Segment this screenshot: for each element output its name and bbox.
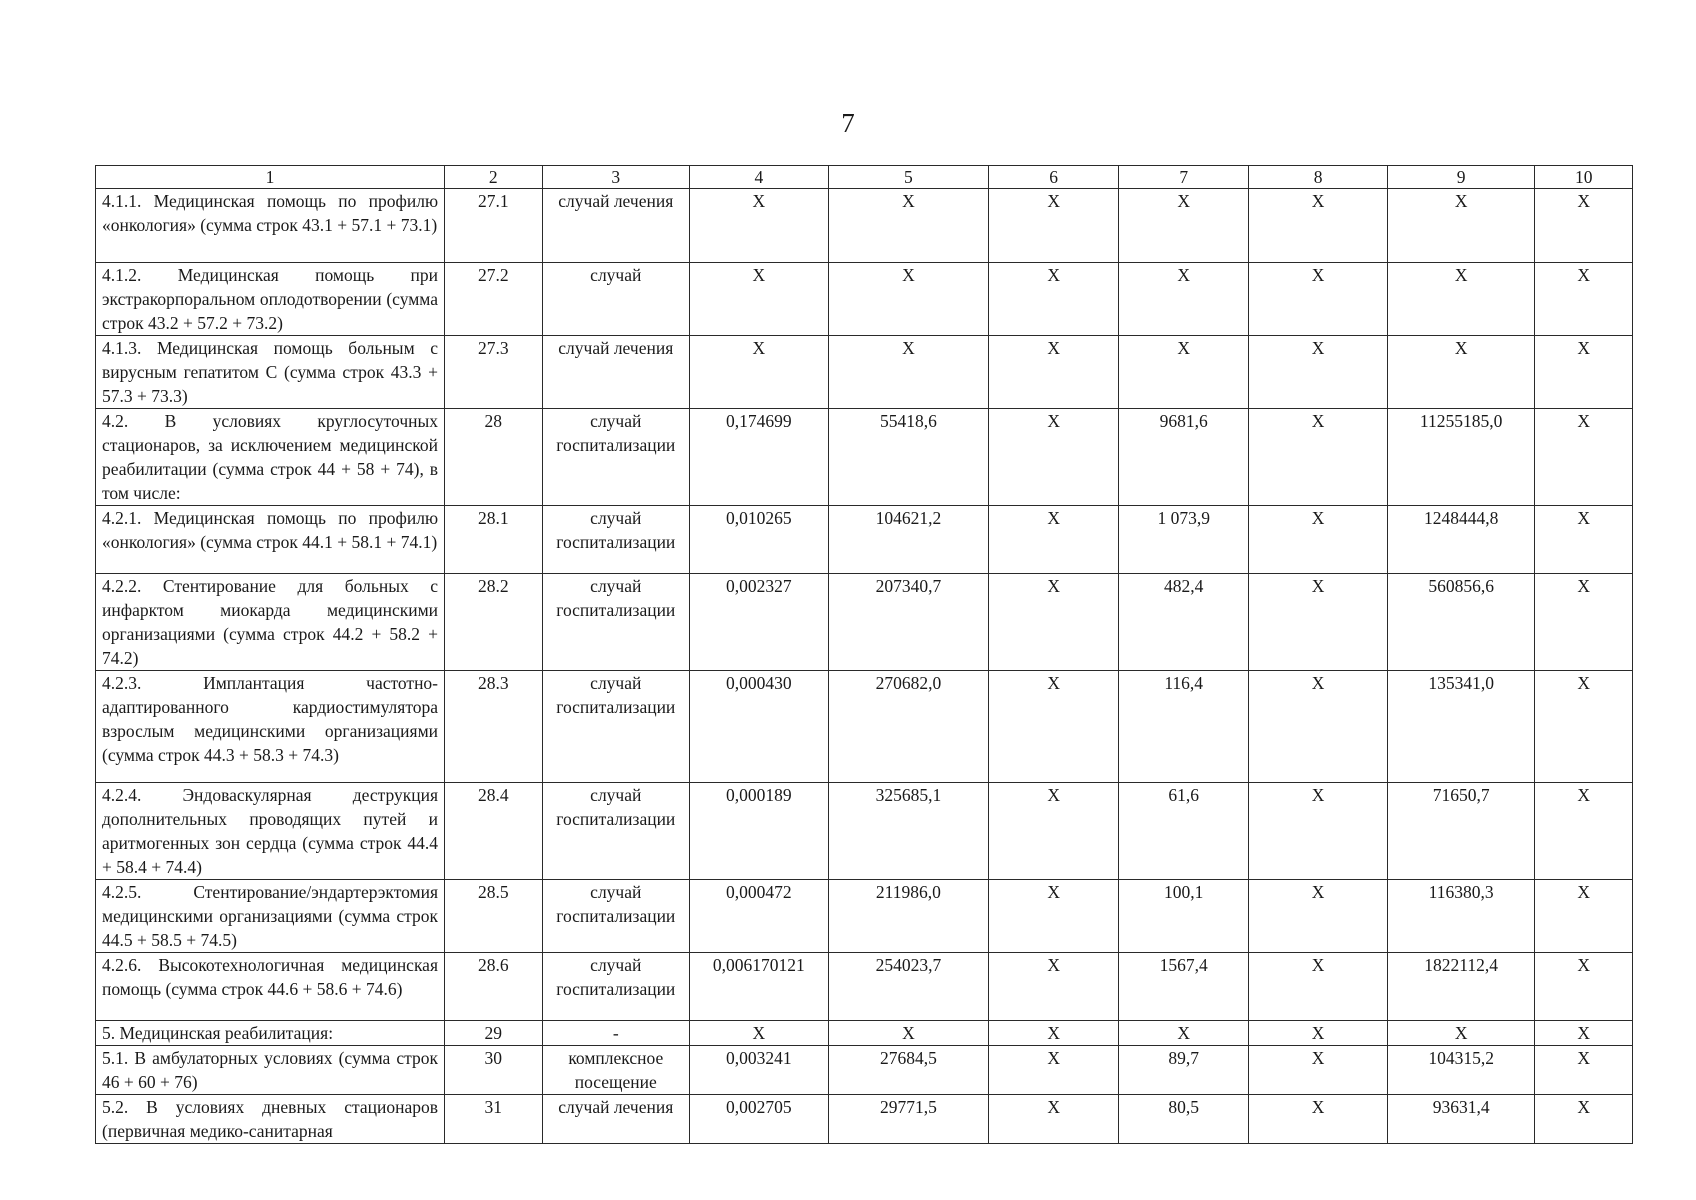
table-cell: 11255185,0: [1387, 409, 1534, 506]
table-cell: X: [1535, 336, 1633, 409]
table-cell: X: [1535, 1095, 1633, 1144]
table-cell: X: [989, 783, 1119, 880]
table-cell: X: [1249, 263, 1388, 336]
header-row: [96, 166, 1633, 189]
table-cell: X: [989, 1046, 1119, 1095]
column-header: 2: [445, 166, 543, 189]
table-row: [96, 1021, 1633, 1046]
table-cell: случай госпитализации: [542, 783, 689, 880]
table-cell: 116380,3: [1387, 880, 1534, 953]
table-cell: X: [689, 189, 828, 263]
table-cell: случай лечения: [542, 189, 689, 263]
table-cell: X: [1249, 189, 1388, 263]
table-cell: 0,000472: [689, 880, 828, 953]
row-label-cell: 4.2.4. Эндоваскулярная деструкция дополнительных проводящих путей и аритмогенных зон сердца (сумма строк 44.4 + 58.4 + 74.4): [96, 783, 445, 880]
table-cell: X: [989, 1021, 1119, 1046]
table-cell: 93631,4: [1387, 1095, 1534, 1144]
table-cell: 270682,0: [828, 671, 988, 783]
table-cell: X: [1249, 783, 1388, 880]
table-cell: X: [1119, 336, 1249, 409]
table-cell: 0,010265: [689, 506, 828, 574]
table-cell: 0,174699: [689, 409, 828, 506]
table-cell: 28.2: [445, 574, 543, 671]
table-cell: X: [689, 336, 828, 409]
table-cell: 211986,0: [828, 880, 988, 953]
table-cell: случай: [542, 263, 689, 336]
table-cell: 28.1: [445, 506, 543, 574]
table-cell: 71650,7: [1387, 783, 1534, 880]
column-header: 1: [96, 166, 445, 189]
table-cell: 0,006170121: [689, 953, 828, 1021]
column-header: 8: [1249, 166, 1388, 189]
table-cell: случай госпитализации: [542, 953, 689, 1021]
table-cell: X: [1535, 409, 1633, 506]
table-cell: случай госпитализации: [542, 671, 689, 783]
table-cell: 100,1: [1119, 880, 1249, 953]
row-label-cell: 5.2. В условиях дневных стационаров (первичная медико-санитарная: [96, 1095, 445, 1144]
table-cell: 9681,6: [1119, 409, 1249, 506]
table-cell: 29771,5: [828, 1095, 988, 1144]
table-cell: 254023,7: [828, 953, 988, 1021]
table-cell: 104315,2: [1387, 1046, 1534, 1095]
table-cell: X: [989, 953, 1119, 1021]
table-cell: 89,7: [1119, 1046, 1249, 1095]
table-cell: X: [828, 189, 988, 263]
table-cell: 560856,6: [1387, 574, 1534, 671]
table-cell: 55418,6: [828, 409, 988, 506]
column-header: 5: [828, 166, 988, 189]
row-label-cell: 5.1. В амбулаторных условиях (сумма строк 46 + 60 + 76): [96, 1046, 445, 1095]
table-cell: X: [989, 336, 1119, 409]
table-cell: 0,002705: [689, 1095, 828, 1144]
table-cell: X: [828, 263, 988, 336]
table-row: [96, 1095, 1633, 1144]
row-label-cell: 5. Медицинская реабилитация:: [96, 1021, 445, 1046]
table-cell: X: [1249, 409, 1388, 506]
table-cell: 27.1: [445, 189, 543, 263]
table-cell: X: [1119, 189, 1249, 263]
table-cell: X: [1387, 1021, 1534, 1046]
table-row: [96, 189, 1633, 263]
table-row: [96, 783, 1633, 880]
table-cell: 207340,7: [828, 574, 988, 671]
table-cell: X: [1535, 1021, 1633, 1046]
table-row: [96, 506, 1633, 574]
table-row: [96, 263, 1633, 336]
row-label-cell: 4.2.1. Медицинская помощь по профилю «онкология» (сумма строк 44.1 + 58.1 + 74.1): [96, 506, 445, 574]
column-header: 7: [1119, 166, 1249, 189]
table-cell: 1822112,4: [1387, 953, 1534, 1021]
row-label-cell: 4.2. В условиях круглосуточных стационаров, за исключением медицинской реабилитации (сумма строк 44 + 58 + 74), в том числе:: [96, 409, 445, 506]
table-cell: случай лечения: [542, 1095, 689, 1144]
row-label-cell: 4.2.5. Стентирование/эндартерэктомия медицинскими организациями (сумма строк 44.5 + 58.5 + 74.5): [96, 880, 445, 953]
table-row: [96, 574, 1633, 671]
table-cell: 27.2: [445, 263, 543, 336]
table-cell: X: [1535, 671, 1633, 783]
table-cell: X: [1249, 671, 1388, 783]
table-row: [96, 409, 1633, 506]
table-cell: X: [1535, 574, 1633, 671]
table-cell: 80,5: [1119, 1095, 1249, 1144]
table-cell: X: [989, 880, 1119, 953]
table-cell: X: [1387, 336, 1534, 409]
table-cell: случай госпитализации: [542, 880, 689, 953]
table-cell: X: [989, 671, 1119, 783]
table-cell: 27684,5: [828, 1046, 988, 1095]
table-row: [96, 1046, 1633, 1095]
table-cell: X: [1535, 953, 1633, 1021]
table-cell: X: [1249, 953, 1388, 1021]
row-label-cell: 4.1.2. Медицинская помощь при экстракорпоральном оплодотворении (сумма строк 43.2 + 57.2 + 73.2): [96, 263, 445, 336]
table-cell: X: [1387, 263, 1534, 336]
table-cell: 28.3: [445, 671, 543, 783]
table-cell: X: [1535, 506, 1633, 574]
column-header: 4: [689, 166, 828, 189]
table-cell: X: [989, 263, 1119, 336]
table-cell: 28.5: [445, 880, 543, 953]
table-cell: X: [989, 1095, 1119, 1144]
table-cell: комплексное посещение: [542, 1046, 689, 1095]
table-row: [96, 671, 1633, 783]
table-cell: 1 073,9: [1119, 506, 1249, 574]
table-row: [96, 336, 1633, 409]
table-cell: X: [1535, 189, 1633, 263]
table-cell: 116,4: [1119, 671, 1249, 783]
table-cell: случай госпитализации: [542, 574, 689, 671]
table-cell: X: [989, 409, 1119, 506]
row-label-cell: 4.2.6. Высокотехнологичная медицинская помощь (сумма строк 44.6 + 58.6 + 74.6): [96, 953, 445, 1021]
table-row: [96, 880, 1633, 953]
table-cell: X: [1119, 1021, 1249, 1046]
table-cell: X: [689, 1021, 828, 1046]
row-label-cell: 4.2.3. Имплантация частотно-адаптированного кардиостимулятора взрослым медицинскими организациями (сумма строк 44.3 + 58.3 + 74.3): [96, 671, 445, 783]
column-header: 9: [1387, 166, 1534, 189]
table-cell: 28: [445, 409, 543, 506]
column-header: 10: [1535, 166, 1633, 189]
table-cell: 482,4: [1119, 574, 1249, 671]
table-cell: 30: [445, 1046, 543, 1095]
table-cell: 1248444,8: [1387, 506, 1534, 574]
table-cell: X: [1249, 1095, 1388, 1144]
table-cell: X: [1535, 1046, 1633, 1095]
table-cell: X: [1535, 880, 1633, 953]
table-cell: X: [989, 574, 1119, 671]
row-label-cell: 4.1.3. Медицинская помощь больным с вирусным гепатитом С (сумма строк 43.3 + 57.3 + 73.3): [96, 336, 445, 409]
table-cell: 0,002327: [689, 574, 828, 671]
table-cell: 1567,4: [1119, 953, 1249, 1021]
table-cell: X: [1249, 1046, 1388, 1095]
row-label-cell: 4.2.2. Стентирование для больных с инфарктом миокарда медицинскими организациями (сумма строк 44.2 + 58.2 + 74.2): [96, 574, 445, 671]
table-cell: X: [1249, 336, 1388, 409]
table-cell: 0,003241: [689, 1046, 828, 1095]
table-cell: X: [689, 263, 828, 336]
table-cell: X: [1535, 263, 1633, 336]
table-cell: 104621,2: [828, 506, 988, 574]
table-cell: X: [1249, 506, 1388, 574]
table-cell: 61,6: [1119, 783, 1249, 880]
table-cell: X: [1249, 880, 1388, 953]
table-cell: X: [1249, 574, 1388, 671]
table-cell: случай лечения: [542, 336, 689, 409]
column-header: 3: [542, 166, 689, 189]
table-cell: 27.3: [445, 336, 543, 409]
data-table: [95, 165, 1633, 1144]
table-cell: -: [542, 1021, 689, 1046]
table-cell: 325685,1: [828, 783, 988, 880]
table-row: [96, 953, 1633, 1021]
table-cell: X: [828, 336, 988, 409]
table-cell: 31: [445, 1095, 543, 1144]
table-cell: X: [1249, 1021, 1388, 1046]
table-cell: 28.4: [445, 783, 543, 880]
table-cell: случай госпитализации: [542, 409, 689, 506]
table-cell: X: [989, 189, 1119, 263]
table-cell: X: [828, 1021, 988, 1046]
table-cell: X: [1535, 783, 1633, 880]
table-cell: 0,000189: [689, 783, 828, 880]
table-cell: X: [1119, 263, 1249, 336]
table-cell: 29: [445, 1021, 543, 1046]
table-cell: 0,000430: [689, 671, 828, 783]
column-header: 6: [989, 166, 1119, 189]
row-label-cell: 4.1.1. Медицинская помощь по профилю «онкология» (сумма строк 43.1 + 57.1 + 73.1): [96, 189, 445, 263]
table-cell: 135341,0: [1387, 671, 1534, 783]
table-cell: X: [1387, 189, 1534, 263]
table-cell: 28.6: [445, 953, 543, 1021]
table-cell: X: [989, 506, 1119, 574]
table-cell: случай госпитализации: [542, 506, 689, 574]
page-number: 7: [841, 108, 855, 138]
